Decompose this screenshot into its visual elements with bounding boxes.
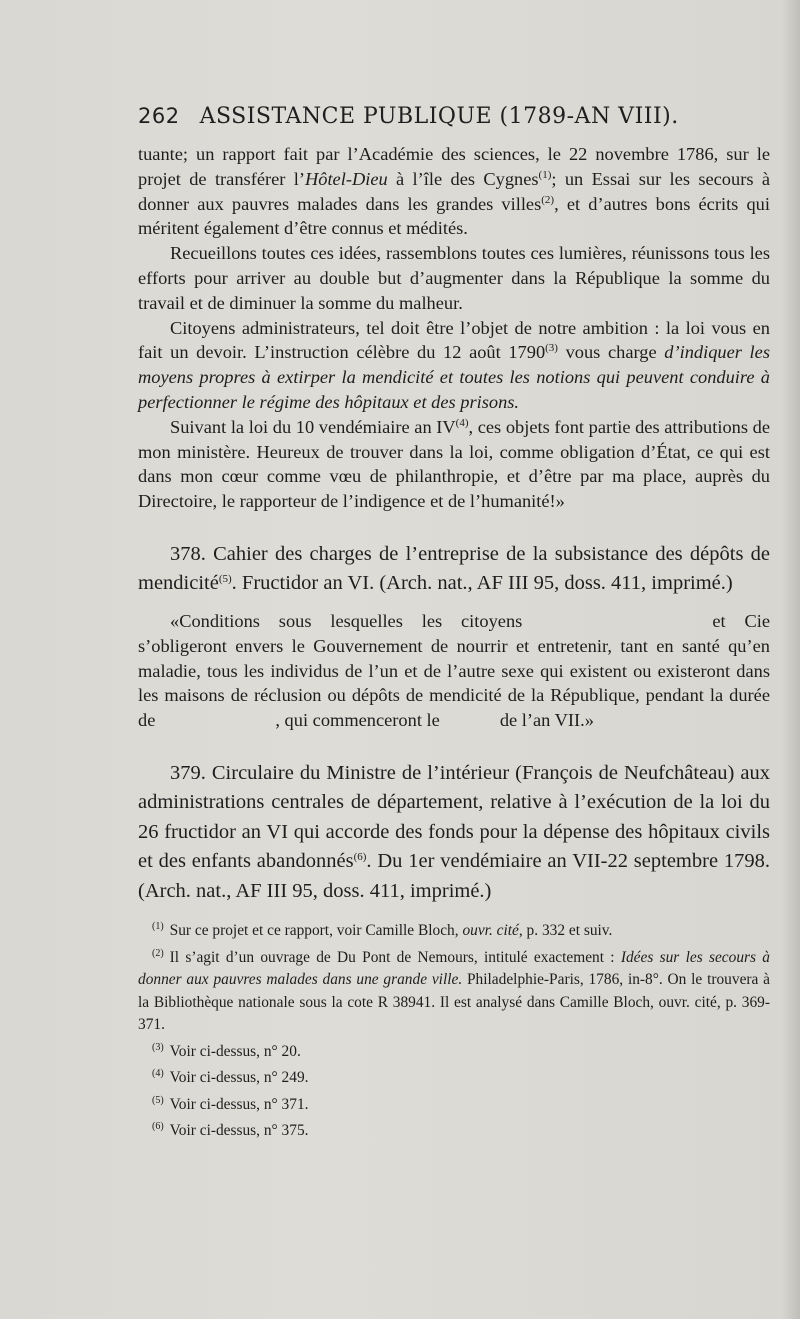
footnote-5 <box>138 1090 770 1117</box>
entry-378 <box>138 540 770 599</box>
text-run: , et d’autres bons écrits qui méritent également d’être connus et médités. <box>138 193 770 239</box>
footnote-number: (6) <box>152 1121 164 1133</box>
paragraph-1 <box>138 142 770 241</box>
text-run: ; un Essai sur les secours à donner aux pauvres malades dans les grandes villes <box>138 168 770 214</box>
footnote-italic: ouvr. cité <box>462 922 519 940</box>
text-run: vous charge <box>557 342 665 363</box>
heading-run: . Du 1er vendémiaire an VII-22 septembre 1798. (Arch. nat., AF III 95, doss. 411, imprimé.) <box>138 850 770 902</box>
footnote-text: Voir ci-dessus, n° 375. <box>169 1122 309 1140</box>
paragraph-4 <box>138 415 770 514</box>
footnotes <box>138 916 770 1143</box>
footnote-text: Il s’agit d’un ouvrage de Du Pont de Nemours, intitulé exactement : <box>169 948 621 966</box>
heading-run: . Fructidor an VI. (Arch. nat., AF III 95, doss. 411, imprimé.) <box>231 572 733 595</box>
entry-378-text <box>138 609 770 733</box>
footnote-6 <box>138 1116 770 1143</box>
entry-379-heading <box>138 759 770 907</box>
page-body <box>138 142 770 1143</box>
footnote-1 <box>138 916 770 943</box>
footnote-number: (3) <box>152 1041 164 1053</box>
italic-run: Hôtel-Dieu <box>304 168 388 189</box>
italic-run: d’indiquer les moyens propres à extirper la mendicité et toutes les notions qui peuvent conduire à perfectionner le régime des hôpitaux et des prisons. <box>138 342 770 412</box>
footnote-text: Philadelphie-Paris, 1786, in-8°. On le trouvera à la Bibliothèque nationale sous la cote R 38941. Il est analysé dans Camille Bloch, ouvr. cité, p. 369-371. <box>138 971 770 1034</box>
text-run: de l’an VII.» <box>499 710 594 731</box>
text-run: à l’île des Cygnes <box>387 168 539 189</box>
running-title: ASSISTANCE PUBLIQUE (1789-AN VIII). <box>199 104 679 129</box>
footnote-text: Voir ci-dessus, n° 249. <box>169 1069 309 1087</box>
footnote-ref: (2) <box>541 193 555 206</box>
footnote-ref: (4) <box>455 416 469 429</box>
footnote-3 <box>138 1037 770 1064</box>
text-run: , qui commenceront le <box>275 710 440 731</box>
heading-run: 378. Cahier des charges de l’entreprise de la subsistance des dépôts de mendicité <box>138 542 770 595</box>
text-run: Suivant la loi du 10 vendémiaire an IV <box>170 416 456 437</box>
footnote-ref: (1) <box>538 168 552 181</box>
entry-378-heading <box>138 540 770 599</box>
footnote-ref: (6) <box>353 851 367 864</box>
paragraph-2: Recueillons toutes ces idées, rassemblons toutes ces lumières, réunissons tous les efforts pour arriver au double but d’augmenter dans la République la somme du travail et de diminuer la somme du malheur. <box>138 243 770 313</box>
page-edge-shadow <box>782 0 800 1319</box>
footnote-ref: (5) <box>218 573 232 586</box>
running-header <box>138 104 698 129</box>
footnote-italic: Idées sur les secours à donner aux pauvres malades dans une grande ville. <box>138 948 770 989</box>
footnote-number: (2) <box>152 947 164 959</box>
footnote-text: Sur ce projet et ce rapport, voir Camille Bloch, <box>169 922 463 940</box>
footnote-number: (1) <box>152 921 164 933</box>
entry-379 <box>138 759 770 907</box>
footnote-text: Voir ci-dessus, n° 20. <box>169 1042 301 1060</box>
footnote-text: Voir ci-dessus, n° 371. <box>169 1095 309 1113</box>
page-number: 262 <box>138 104 180 128</box>
footnote-4 <box>138 1063 770 1090</box>
text-run: et Cie <box>712 610 770 631</box>
text-run: , ces objets font partie des attributions de mon ministère. Heureux de trouver dans la loi, comme obligation d’État, ce qui est dans mon cœur comme vœu de philanthropie, et d’être par ma place, auprès du Directoire, le rapporteur de l’indigence et de l’humanité!» <box>138 416 770 512</box>
footnote-number: (4) <box>152 1068 164 1080</box>
footnote-2 <box>138 943 770 1037</box>
text-run: Citoyens administrateurs, tel doit être l’objet de notre ambition : la loi vous en fait un devoir. L’instruction célèbre du 12 août 1790 <box>138 317 770 363</box>
paragraph-3 <box>138 316 770 415</box>
heading-run: 379. Circulaire du Ministre de l’intérieur (François de Neufchâteau) aux administrations centrales de département, relative à l’exécution de la loi du 26 fructidor an VI qui accorde des fonds pour la dépense des hôpitaux civils et des enfants abandonnés <box>138 761 770 873</box>
footnote-number: (5) <box>152 1094 164 1106</box>
text-run: tuante; un rapport fait par l’Académie des sciences, le 22 novembre 1786, sur le projet de transférer l’ <box>138 144 770 189</box>
footnote-text: , p. 332 et suiv. <box>518 922 613 940</box>
text-run: s’obligeront envers le Gouvernement de nourrir et entretenir, tant en santé qu’en maladie, tous les individus de l’un et de l’autre sexe qui existent ou existeront dans les maisons de réclusion ou dépôts de mendicité de la République, pendant la durée de <box>138 635 770 731</box>
footnote-ref: (3) <box>545 342 558 355</box>
text-run: «Conditions sous lesquelles les citoyens <box>170 610 523 631</box>
